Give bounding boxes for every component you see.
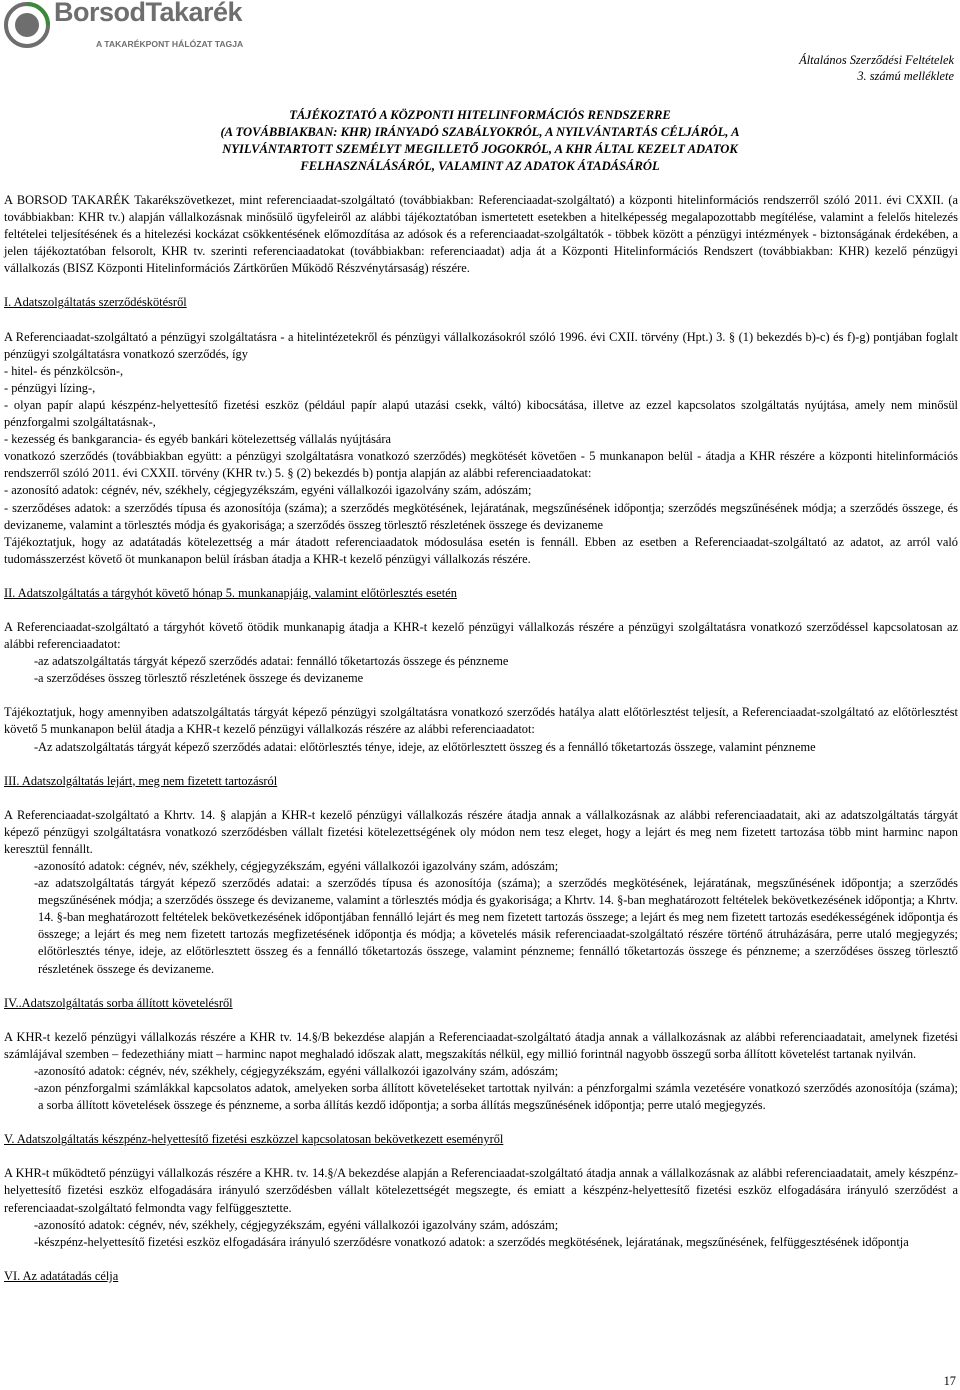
section-6-heading: VI. Az adatátadás célja (4, 1268, 119, 1283)
list-dash: - (34, 1081, 39, 1096)
section-2-paragraph: Tájékoztatjuk, hogy amennyiben adatszolgáltatás tárgyát képező pénzügyi szolgáltatásra vonatkozó szerződés hatálya alatt előtörlesztést teljesít, a Referenciaadat-szolgáltató az előtörlesztést követő 5 munkanapon belül átadja a KHR-t kezelő pénzügyi vállalkozás részére az alábbi referenciaadatot: (4, 705, 958, 737)
list-item: - kezesség és bankgarancia- és egyéb bankári kötelezettség vállalás nyújtására (4, 432, 392, 447)
header-line-2: 3. számú melléklete (857, 69, 954, 83)
list-dash: - (34, 1063, 39, 1078)
list-item: - készpénz-helyettesítő fizetési eszköz elfogadására irányuló szerződésre vonatkozó adatok: a szerződés megkötésének, lejáratának, megszűnésének, felfüggesztésének időpontja (4, 1234, 958, 1251)
list-dash: - (34, 1217, 39, 1232)
list-dash: - (34, 876, 39, 891)
list-item: - azon pénzforgalmi számlákkal kapcsolatos adatok, amelyeken sorba állított követeléseket tartottak nyilván: a pénzforgalmi számla vezetésére vonatkozó szerződés azonosítója (száma); a sorba állított követelések összege és pénzneme, a sorba állítás kezdő időpontja; a sorba állítás megszűnésének időpontja; perre utaló megjegyzés. (4, 1080, 958, 1114)
title-line: NYILVÁNTARTOTT SZEMÉLYT MEGILLETŐ JOGOKRÓL, A KHR ÁLTAL KEZELT ADATOK (222, 142, 738, 156)
logo-tagline: A TAKARÉKPONT HÁLÓZAT TAGJA (96, 39, 244, 49)
page-title (40, 107, 920, 175)
list-item: - Az adatszolgáltatás tárgyát képező szerződés adatai: előtörlesztés ténye, ideje, az előtörlesztett összeg és a fennálló tőketartozás összege, valamint pénzneme (4, 739, 958, 756)
section-1-paragraph: A Referenciaadat-szolgáltató a pénzügyi szolgáltatásra - a hitelintézetekről és pénzügyi vállalkozásokról szóló 1996. évi CXII. törvény (Hpt.) 3. § (1) bekezdés b)-c) és f)-g) pontjában foglalt pénzügyi szolgáltatásra vonatkozó szerződés, így (4, 329, 958, 361)
section-4-paragraph: A KHR-t kezelő pénzügyi vállalkozás részére a KHR tv. 14.§/B bekezdése alapján a Referenciaadat-szolgáltató átadja annak a vállalkozásnak az alábbi referenciaadatait, amelynek fizetési számlájával szemben – fedezethiány miatt – harminc napot meghaladó időszak alatt, megszakítás nélkül, egy millió forintnál nagyobb összegű sorba állított követelést tartanak nyilván. (4, 1029, 958, 1061)
header-line-1: Általános Szerződési Feltételek (799, 53, 954, 67)
title-line: (A TOVÁBBIAKBAN: KHR) IRÁNYADÓ SZABÁLYOKRÓL, A NYILVÁNTARTÁS CÉLJÁRÓL, A (220, 125, 740, 139)
list-item: - pénzügyi lízing-, (4, 380, 96, 395)
section-1-paragraph: vonatkozó szerződés (továbbiakban együtt: a pénzügyi szolgáltatásra vonatkozó szerződés) megkötését követően - 5 munkanapon belül - átadja a KHR részére a központi hitelinformációs rendszerről szóló 2011. évi CXXII. törvény (KHR tv.) 5. § (2) bekezdés b) pontja alapján az alábbi referenciaadatokat: (4, 449, 958, 481)
section-5-paragraph: A KHR-t működtető pénzügyi vállalkozás részére a KHR. tv. 14.§/A bekezdése alapján a Referenciaadat-szolgáltató átadja annak a vállalkozásnak az alábbi referenciaadatait, amely készpénz-helyettesítő fizetési eszköz elfogadására irányuló szerződésben vállalt kötelezettségét megszegte, és emiatt a készpénz-helyettesítő fizetési eszköz elfogadására irányuló szerződést a referenciaadat-szolgáltató felmondta vagy felfüggesztette. (4, 1166, 958, 1215)
list-item: - azonosító adatok: cégnév, név, székhely, cégjegyzékszám, egyéni vállalkozói igazolvány szám, adószám; (4, 483, 532, 498)
section-1-paragraph: Tájékoztatjuk, hogy az adatátadás kötelezettség a már átadott referenciaadatok módosulása esetén is fennáll. Ebben az esetben a Referenciaadat-szolgáltató az adatot, az arról való tudomásszerzést követő öt munkanapon belül írásban átadja a KHR-t kezelő pénzügyi vállalkozás részére. (4, 534, 958, 566)
logo-emblem-icon (4, 2, 50, 48)
list-dash: - (34, 739, 39, 754)
title-line: FELHASZNÁLÁSÁRÓL, VALAMINT AZ ADATOK ÁTADÁSÁRÓL (300, 159, 660, 173)
list-item: - az adatszolgáltatás tárgyát képező szerződés adatai: fennálló tőketartozás összege és pénzneme (4, 653, 958, 670)
list-item: - a szerződéses összeg törlesztő részletének összege és devizaneme (4, 670, 958, 687)
title-line: TÁJÉKOZTATÓ A KÖZPONTI HITELINFORMÁCIÓS RENDSZERRE (289, 108, 671, 122)
document-body (4, 192, 958, 1285)
list-item: - olyan papír alapú készpénz-helyettesítő fizetési eszköz (például papír alapú utazási csekk, váltó) kibocsátása, illetve az ezzel kapcsolatos szolgáltatás nyújtása, amely nem minősül pénzforgalmi szolgáltatásnak-, (4, 397, 958, 430)
list-item: - hitel- és pénzkölcsön-, (4, 363, 124, 378)
intro-paragraph: A BORSOD TAKARÉK Takarékszövetkezet, mint referenciaadat-szolgáltató (továbbiakban: Referenciaadat-szolgáltató) a központi hitelinformációs rendszerről szóló 2011. évi CXXII. (a továbbiakban: KHR tv.) alapján vállalkozásnak minősülő ügyfeleiről az alábbi tájékoztatóban ismertetett esetekben a hitelképesség megalapozottabb megítélése, valamint a felelős hitelezés feltételei teljesítésének és a hitelezési kockázat csökkentésének előmozdítása az adósok és a referenciaadat-szolgáltatók - többek között a pénzügyi intézmények - biztonságának érdekében, a jelen tájékoztatóban felsorolt, KHR tv. szerinti referenciaadatokat (továbbiakban: referenciaadat) adja át a Központi Hitelinformációs Rendszert (továbbiakban: KHR) kezelő pénzügyi vállalkozás (BISZ Központi Hitelinformációs Zártkörűen Működő Részvénytársaság) részére. (4, 193, 958, 276)
section-3-heading: III. Adatszolgáltatás lejárt, meg nem fizetett tartozásról (4, 773, 278, 788)
list-item: - azonosító adatok: cégnév, név, székhely, cégjegyzékszám, egyéni vállalkozói igazolvány szám, adószám; (4, 1063, 958, 1080)
list-dash: - (34, 671, 39, 686)
section-4-heading: IV..Adatszolgáltatás sorba állított követelésről (4, 995, 233, 1010)
section-1-heading: I. Adatszolgáltatás szerződéskötésről (4, 295, 187, 310)
list-item: - azonosító adatok: cégnév, név, székhely, cégjegyzékszám, egyéni vállalkozói igazolvány szám, adószám; (4, 1217, 958, 1234)
list-item: - azonosító adatok: cégnév, név, székhely, cégjegyzékszám, egyéni vállalkozói igazolvány szám, adószám; (4, 858, 958, 875)
list-dash: - (34, 654, 39, 669)
page-number: 17 (943, 1374, 956, 1388)
logo-wordmark: BorsodTakarék (54, 0, 243, 27)
list-item: - szerződéses adatok: a szerződés típusa és azonosítója (száma); a szerződés megkötésének, lejáratának, megszűnésének időpontja; szerződés megszűnésének módja; a szerződés összege, és devizaneme, valamint a törlesztés módja és gyakorisága; a szerződés összeg törlesztő részletének összege és devizaneme (4, 500, 958, 532)
list-dash: - (34, 1234, 39, 1249)
section-5-heading: V. Adatszolgáltatás készpénz-helyettesítő fizetési eszközzel kapcsolatosan bekövetkezett eseményről (4, 1132, 504, 1147)
section-3-paragraph: A Referenciaadat-szolgáltató a Khrtv. 14. § alapján a KHR-t kezelő pénzügyi vállalkozás részére átadja annak a vállalkozásnak az alábbi referenciaadatait, aki az adatszolgáltatás tárgyát képező pénzügyi szolgáltatásra vonatkozó szerződésben vállalt fizetési kötelezettségének oly módon nem tesz eleget, hogy a lejárt és meg nem fizetett tartozása több mint harminc napon keresztül fennállt. (4, 807, 958, 856)
section-2-paragraph: A Referenciaadat-szolgáltató a tárgyhót követő ötödik munkanapig átadja a KHR-t kezelő pénzügyi vállalkozás részére a pénzügyi szolgáltatásra vonatkozó szerződéssel kapcsolatosan az alábbi referenciaadatot: (4, 619, 958, 652)
section-2-heading: II. Adatszolgáltatás a tárgyhót követő hónap 5. munkanapjáig, valamint előtörlesztés esetén (4, 585, 457, 600)
document-header (799, 52, 954, 84)
company-logo (4, 2, 254, 50)
list-item: - az adatszolgáltatás tárgyát képező szerződés adatai: a szerződés típusa és azonosítója (száma); a szerződés megkötésének, lejáratának, megszűnésének időpontja; a szerződés megszűnésének módja; a szerződés összege és devizaneme, valamint a törlesztés módja és gyakorisága; a Khrtv. 14. §-ban meghatározott feltételek bekövetkezésének időpontja; a Khrtv. 14. §-ban meghatározott feltételek bekövetkezésének időpontjában fennálló lejárt és meg nem fizetett tartozás összege; a lejárt és meg nem fizetett tartozás esedékességének időpontja és összege; a lejárt és meg nem fizetett tartozás megfizetésének időpontja és módja; a követelés másik referenciaadat-szolgáltató részére történő átruházására, perre utaló megjegyzés; előtörlesztés ténye, ideje, az előtörlesztett összeg és a fennálló tőketartozás összege, valamint pénzneme; fennálló tőketartozás összege és pénzneme; a szerződéses összeg törlesztő részletének összege és devizaneme. (4, 875, 958, 978)
list-dash: - (34, 859, 39, 873)
